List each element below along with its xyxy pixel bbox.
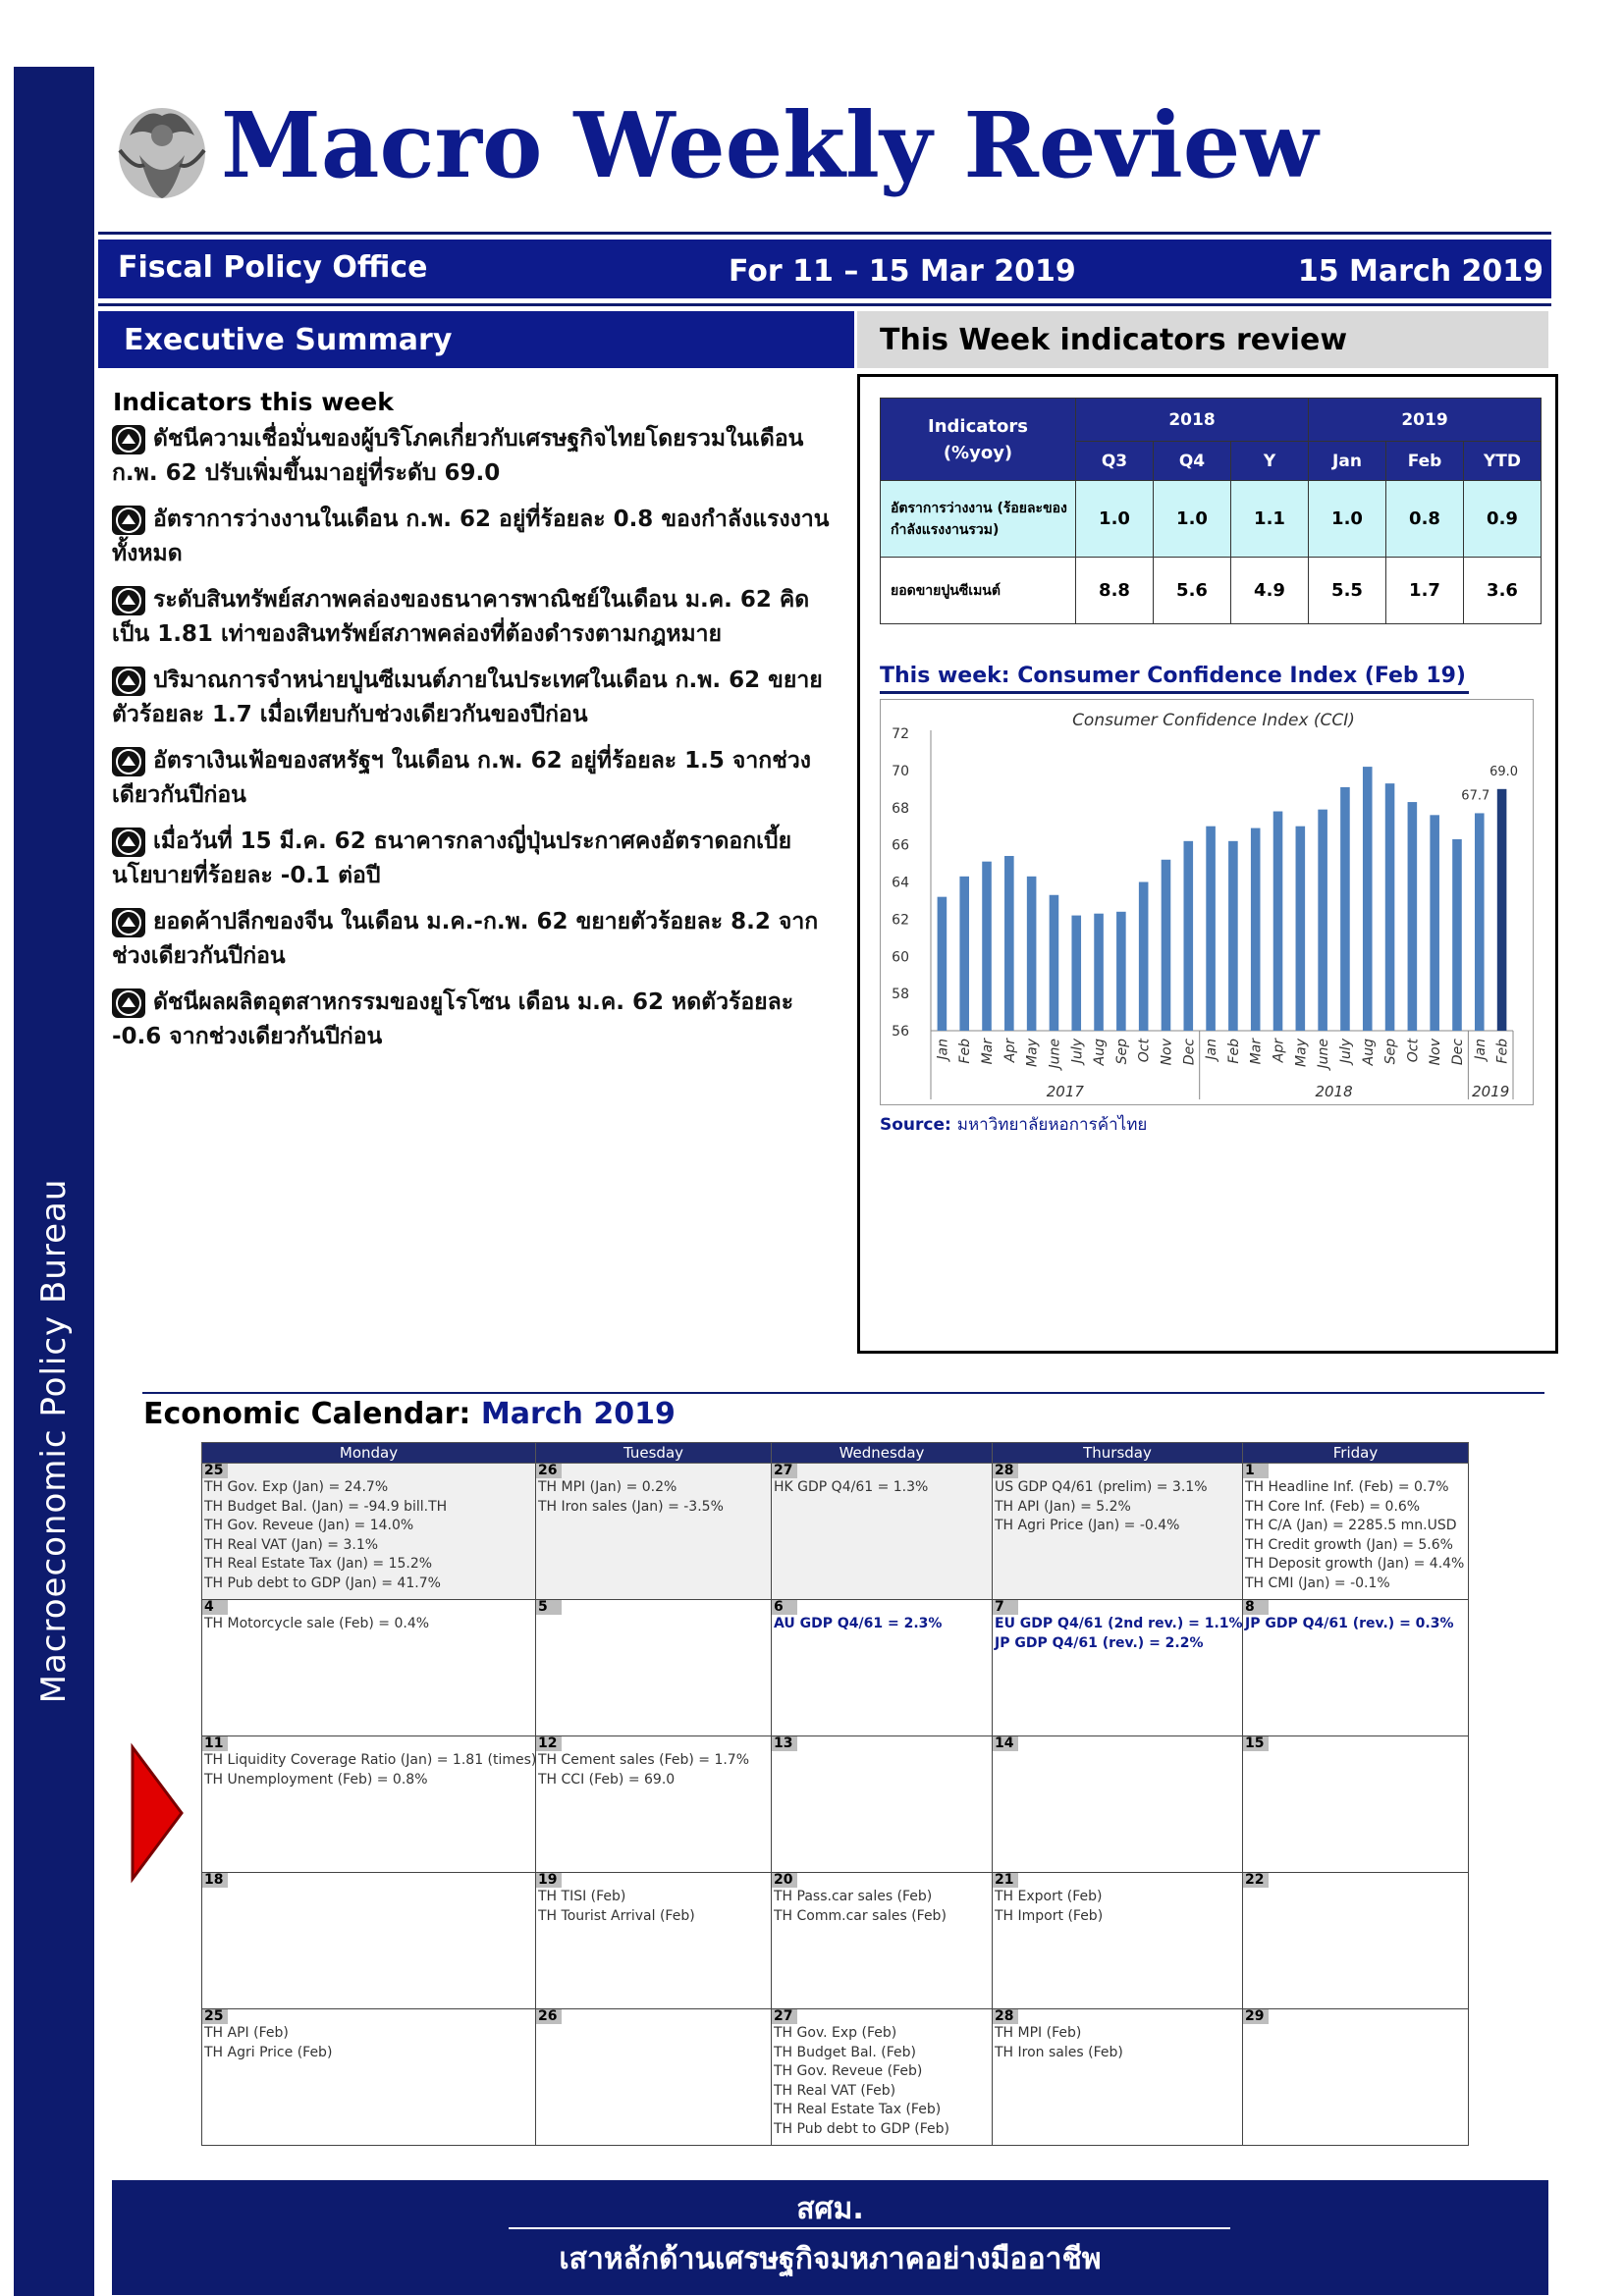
x-tick-label: Nov [1428,1039,1444,1066]
bar [1004,856,1014,1031]
column-header: Jan [1309,442,1386,481]
calendar-date: 29 [1243,2009,1269,2024]
chart-source [880,1111,1147,1138]
garuda-logo [110,96,214,204]
calendar-date: 8 [1243,1600,1269,1615]
calendar-cell [536,2009,772,2146]
table-row [881,481,1542,558]
bar [1183,841,1193,1031]
calendar-event: TH Export (Feb) [995,1889,1103,1904]
calendar-cell [772,1736,993,1873]
bar [1050,895,1059,1031]
calendar-event: TH Unemployment (Feb) = 0.8% [204,1771,428,1788]
x-tick-label: Sep [1113,1039,1130,1065]
calendar-cell [1243,1600,1469,1736]
x-tick-label: Dec [1181,1039,1198,1066]
chart-heading: This week: Consumer Confidence Index (Feb 19) [880,664,1466,688]
indicator-table [880,398,1542,624]
calendar-event: TH Tourist Arrival (Feb) [538,1907,695,1924]
sidebar-label: Macroeconomic Policy Bureau [34,1178,74,1704]
y-tick-label: 72 [892,726,909,742]
calendar-event: TH Import (Feb) [995,1907,1104,1924]
calendar-cell [993,1736,1243,1873]
bullet-item [112,664,839,732]
y-tick-label: 64 [892,875,909,891]
calendar-week [202,2009,1469,2146]
bullet-arrow-icon [112,747,145,776]
bullet-list [112,422,839,1066]
calendar-cell [202,1736,536,1873]
calendar-event: TH Comm.car sales (Feb) [774,1907,947,1924]
calendar-week [202,1736,1469,1873]
executive-summary-heading [98,311,854,368]
calendar-event: TH Agri Price (Jan) = -0.4% [995,1518,1180,1533]
calendar-event: TH C/A (Jan) = 2285.5 mn.USD [1245,1518,1457,1533]
bullet-arrow-icon [112,586,145,615]
column-header: Y [1231,442,1309,481]
sidebar-band [14,67,94,2296]
calendar-event: JP GDP Q4/61 (rev.) = 2.2% [995,1634,1204,1651]
x-tick-label: May [1024,1039,1041,1067]
bullet-text: ยอดค้าปลีกของจีน ในเดือน ม.ค.-ก.พ. 62 ขยายตัวร้อยละ 8.2 จากช่วงเดียวกันปีก่อน [112,909,819,969]
table-cell: 5.5 [1309,558,1386,624]
bar [1475,813,1485,1031]
calendar-date: 27 [772,1464,797,1478]
source-label: Source: [880,1115,951,1135]
calendar-label: Economic Calendar: [143,1397,471,1431]
data-label: 67.7 [1461,788,1490,804]
x-tick-label: Dec [1449,1039,1466,1066]
indicators-review-heading [857,311,1548,368]
calendar-event: TH Core Inf. (Feb) = 0.6% [1245,1498,1421,1515]
x-tick-label: Sep [1382,1039,1399,1065]
x-tick-label: Feb [957,1039,974,1064]
report-title: Macro Weekly Review [221,92,1319,198]
bar [1228,841,1238,1031]
x-tick-label: Oct [1136,1039,1153,1063]
x-tick-label: Mar [1248,1039,1265,1065]
x-tick-label: Feb [1225,1039,1242,1064]
calendar-month: March 2019 [480,1397,676,1431]
y-tick-label: 58 [892,987,909,1003]
calendar-day-header: Friday [1243,1443,1469,1464]
column-header: YTD [1464,442,1542,481]
calendar-date: 26 [536,2009,562,2024]
bar [1452,839,1462,1031]
calendar-event: TH Pub debt to GDP (Jan) = 41.7% [204,1575,441,1591]
calendar-week [202,1600,1469,1736]
executive-summary-title: Executive Summary [124,323,453,357]
calendar-event: EU GDP Q4/61 (2nd rev.) = 1.1% [995,1616,1243,1631]
bar [1251,828,1261,1031]
calendar-cell [993,1464,1243,1600]
calendar-date: 20 [772,1873,797,1888]
row-label: ยอดขายปูนซีเมนต์ [881,558,1076,624]
footer-line-2: เสาหลักด้านเศรษฐกิจมหภาคอย่างมืออาชีพ [559,2242,1102,2276]
calendar-event: TH Gov. Exp (Jan) = 24.7% [204,1479,389,1495]
chart-title: Consumer Confidence Index (CCI) [1072,711,1355,730]
calendar-event: TH Gov. Exp (Feb) [774,2025,897,2041]
bullet-item [112,744,839,813]
calendar-event: TH TISI (Feb) [538,1889,626,1904]
calendar-day-header: Monday [202,1443,536,1464]
bar [1139,882,1149,1032]
y-tick-label: 56 [892,1024,909,1040]
calendar-cell [202,1600,536,1736]
bar [1027,877,1037,1031]
calendar-cell [1243,1736,1469,1873]
data-label: 69.0 [1489,764,1519,779]
calendar-event: TH API (Jan) = 5.2% [995,1498,1131,1515]
year-header: 2019 [1309,399,1542,442]
calendar-date: 26 [536,1464,562,1478]
calendar-date: 12 [536,1736,562,1751]
calendar-event: TH Headline Inf. (Feb) = 0.7% [1245,1479,1449,1495]
calendar-cell [1243,1873,1469,2009]
calendar-date: 5 [536,1600,562,1615]
calendar-date: 15 [1243,1736,1269,1751]
calendar-week [202,1873,1469,2009]
bar [1296,827,1306,1031]
table-cell: 0.9 [1464,481,1542,558]
bar [1094,914,1104,1031]
x-tick-label: May [1293,1039,1310,1067]
column-header: Feb [1386,442,1464,481]
table-row [881,558,1542,624]
footer-rule [509,2227,1230,2229]
bullet-arrow-icon [112,828,145,857]
row-label: อัตราการว่างงาน (ร้อยละของกำลังแรงงานรวม) [881,481,1076,558]
bar [1408,802,1418,1031]
table-cell: 1.7 [1386,558,1464,624]
calendar-cell [202,1873,536,2009]
calendar-day-header: Thursday [993,1443,1243,1464]
calendar-cell [536,1600,772,1736]
x-tick-label: Feb [1494,1039,1511,1064]
bullet-text: เมื่อวันที่ 15 มี.ค. 62 ธนาคารกลางญี่ปุ่นประกาศคงอัตราดอกเบี้ยนโยบายที่ร้อยละ -0.1 ต่อปี [112,828,792,888]
calendar-date: 13 [772,1736,797,1751]
report-date: 15 March 2019 [1297,254,1543,289]
bar [1116,912,1126,1031]
calendar-cell [772,2009,993,2146]
bar [1273,812,1283,1031]
calendar-event: JP GDP Q4/61 (rev.) = 0.3% [1245,1616,1454,1631]
calendar-cell [993,1873,1243,2009]
x-tick-label: Oct [1405,1039,1422,1063]
x-tick-label: Apr [1271,1039,1287,1063]
calendar-date: 21 [993,1873,1018,1888]
y-tick-label: 70 [892,763,909,779]
y-tick-label: 60 [892,949,909,966]
calendar-event: TH MPI (Jan) = 0.2% [538,1479,677,1495]
column-header: Q4 [1154,442,1231,481]
calendar-event: TH MPI (Feb) [995,2025,1082,2041]
bullet-arrow-icon [112,988,145,1018]
x-tick-label: July [1337,1039,1354,1064]
calendar-event: TH Liquidity Coverage Ratio (Jan) = 1.81 (times) [204,1752,537,1768]
x-tick-label: Jan [1204,1039,1220,1060]
bar [1385,783,1395,1031]
x-tick-label: Jan [1472,1039,1489,1060]
calendar-event: TH Cement sales (Feb) = 1.7% [538,1752,750,1768]
calendar-event: TH Gov. Reveue (Feb) [774,2063,923,2079]
x-tick-label: July [1069,1039,1086,1064]
bullet-arrow-icon [112,425,145,454]
calendar-event: TH Pub debt to GDP (Feb) [774,2120,949,2137]
bullet-arrow-icon [112,908,145,937]
calendar-event: TH Real VAT (Jan) = 3.1% [204,1536,379,1553]
calendar-event: TH Iron sales (Feb) [995,2044,1123,2060]
x-tick-label: Jan [935,1039,951,1060]
footer-line-1: สศม. [796,2192,864,2226]
x-tick-label: June [1047,1039,1063,1069]
y-tick-label: 66 [892,837,909,854]
calendar-event: TH Real VAT (Feb) [774,2082,896,2099]
bullet-text: อัตราการว่างงานในเดือน ก.พ. 62 อยู่ที่ร้อยละ 0.8 ของกำลังแรงงานทั้งหมด [112,507,830,566]
calendar-date: 14 [993,1736,1018,1751]
bar [1497,789,1507,1031]
office-name: Fiscal Policy Office [118,250,428,285]
table-cell: 0.8 [1386,481,1464,558]
x-tick-label: Aug [1092,1039,1109,1066]
calendar-event: TH Budget Bal. (Jan) = -94.9 bill.TH [204,1498,448,1515]
calendar-cell [1243,1464,1469,1600]
bullet-text: อัตราเงินเฟ้อของสหรัฐฯ ในเดือน ก.พ. 62 อยู่ที่ร้อยละ 1.5 จากช่วงเดียวกันปีก่อน [112,748,811,808]
calendar-date: 7 [993,1600,1018,1615]
header-rule-top [98,232,1551,235]
year-header: 2018 [1076,399,1309,442]
calendar-event: TH Real Estate Tax (Jan) = 15.2% [204,1556,433,1572]
calendar-cell [536,1873,772,2009]
calendar-date: 27 [772,2009,797,2024]
calendar-event: TH Agri Price (Feb) [204,2044,333,2060]
calendar-event: AU GDP Q4/61 = 2.3% [774,1616,943,1631]
calendar-event: TH Credit growth (Jan) = 5.6% [1245,1536,1453,1553]
calendar-cell [772,1464,993,1600]
calendar-cell [202,2009,536,2146]
bar [1363,767,1373,1031]
calendar-event: TH CCI (Feb) = 69.0 [538,1771,676,1788]
table-cell: 3.6 [1464,558,1542,624]
group-label: 2019 [1472,1083,1510,1100]
report-period: For 11 – 15 Mar 2019 [729,254,1076,289]
x-tick-label: Nov [1159,1039,1175,1066]
bullet-item [112,986,839,1054]
calendar-table [201,1442,1469,2146]
table-cell: 1.0 [1154,481,1231,558]
calendar-cell [1243,2009,1469,2146]
table-cell: 1.0 [1076,481,1154,558]
cci-chart [880,699,1534,1105]
table-cell: 4.9 [1231,558,1309,624]
bar [1340,787,1350,1031]
calendar-rule [142,1392,1544,1394]
x-tick-label: Mar [980,1039,997,1065]
bar [1162,860,1171,1031]
calendar-cell [772,1600,993,1736]
bullet-item [112,905,839,974]
calendar-week [202,1464,1469,1600]
calendar-cell [536,1464,772,1600]
bullet-text: ระดับสินทรัพย์สภาพคล่องของธนาคารพาณิชย์ในเดือน ม.ค. 62 คิดเป็น 1.81 เท่าของสินทรัพย์สภาพคล่องที่ต้องดำรงตามกฎหมาย [112,587,810,647]
calendar-date: 4 [202,1600,228,1615]
column-header: Q3 [1076,442,1154,481]
bar [959,877,969,1031]
y-tick-label: 68 [892,800,909,817]
footer-banner [112,2180,1548,2295]
indicators-review-title: This Week indicators review [880,323,1348,357]
calendar-event: TH CMI (Jan) = -0.1% [1245,1575,1390,1591]
bar [982,862,992,1031]
y-tick-label: 62 [892,912,909,929]
cci-chart-svg [880,699,1534,1105]
calendar-event: US GDP Q4/61 (prelim) = 3.1% [995,1479,1208,1495]
current-week-arrow-icon [128,1739,187,1887]
bar [1318,810,1327,1031]
calendar-date: 28 [993,1464,1018,1478]
bullet-arrow-icon [112,667,145,696]
table-cell: 5.6 [1154,558,1231,624]
bullet-item [112,503,839,571]
calendar-date: 22 [1243,1873,1269,1888]
calendar-title [143,1397,676,1431]
calendar-date: 18 [202,1873,228,1888]
calendar-cell [772,1873,993,2009]
calendar-date: 25 [202,2009,228,2024]
bullet-item [112,583,839,652]
bullet-item [112,825,839,893]
group-label: 2018 [1315,1083,1353,1100]
calendar-date: 19 [536,1873,562,1888]
calendar-event: TH Iron sales (Jan) = -3.5% [538,1498,724,1515]
indicator-table-corner: Indicators (%yoy) [881,399,1076,481]
bullet-text: ดัชนีความเชื่อมั่นของผู้บริโภคเกี่ยวกับเศรษฐกิจไทยโดยรวมในเดือน ก.พ. 62 ปรับเพิ่มขึ้นมาอยู่ที่ระดับ 69.0 [112,426,804,486]
source-text: มหาวิทยาลัยหอการค้าไทย [956,1115,1148,1135]
table-cell: 8.8 [1076,558,1154,624]
calendar-event: HK GDP Q4/61 = 1.3% [774,1479,929,1495]
calendar-date: 6 [772,1600,797,1615]
bullet-text: ดัชนีผลผลิตอุตสาหกรรมของยูโรโซน เดือน ม.ค. 62 หดตัวร้อยละ -0.6 จากช่วงเดียวกันปีก่อน [112,989,794,1049]
group-label: 2017 [1046,1083,1084,1100]
bar [938,897,947,1031]
calendar-date: 25 [202,1464,228,1478]
calendar-date: 28 [993,2009,1018,2024]
header-bar [98,240,1551,298]
calendar-event: TH Budget Bal. (Feb) [774,2044,917,2060]
bar [1071,916,1081,1031]
calendar-date: 1 [1243,1464,1269,1478]
calendar-event: TH API (Feb) [204,2025,289,2041]
indicators-heading: Indicators this week [113,388,394,416]
header-rule-bottom [98,303,1551,306]
x-tick-label: Aug [1360,1039,1377,1066]
x-tick-label: Apr [1001,1039,1018,1063]
calendar-cell [993,2009,1243,2146]
calendar-date: 11 [202,1736,228,1751]
calendar-cell [202,1464,536,1600]
bar [1206,827,1216,1031]
calendar-cell [536,1736,772,1873]
calendar-event: TH Deposit growth (Jan) = 4.4% [1245,1556,1465,1572]
calendar-day-header: Tuesday [536,1443,772,1464]
calendar-event: TH Pass.car sales (Feb) [774,1889,933,1904]
bullet-arrow-icon [112,506,145,535]
calendar-event: TH Gov. Reveue (Jan) = 14.0% [204,1518,414,1533]
table-cell: 1.0 [1309,481,1386,558]
calendar-day-header: Wednesday [772,1443,993,1464]
calendar-event: TH Motorcycle sale (Feb) = 0.4% [204,1616,430,1631]
chart-heading-rule [880,691,1469,694]
bullet-item [112,422,839,491]
bullet-text: ปริมาณการจำหน่ายปูนซีเมนต์ภายในประเทศในเดือน ก.พ. 62 ขยายตัวร้อยละ 1.7 เมื่อเทียบกับช่วงเดียวกันของปีก่อน [112,667,823,727]
calendar-event: TH Real Estate Tax (Feb) [774,2102,942,2117]
calendar-cell [993,1600,1243,1736]
x-tick-label: June [1316,1039,1332,1069]
table-cell: 1.1 [1231,481,1309,558]
bar [1430,815,1439,1031]
